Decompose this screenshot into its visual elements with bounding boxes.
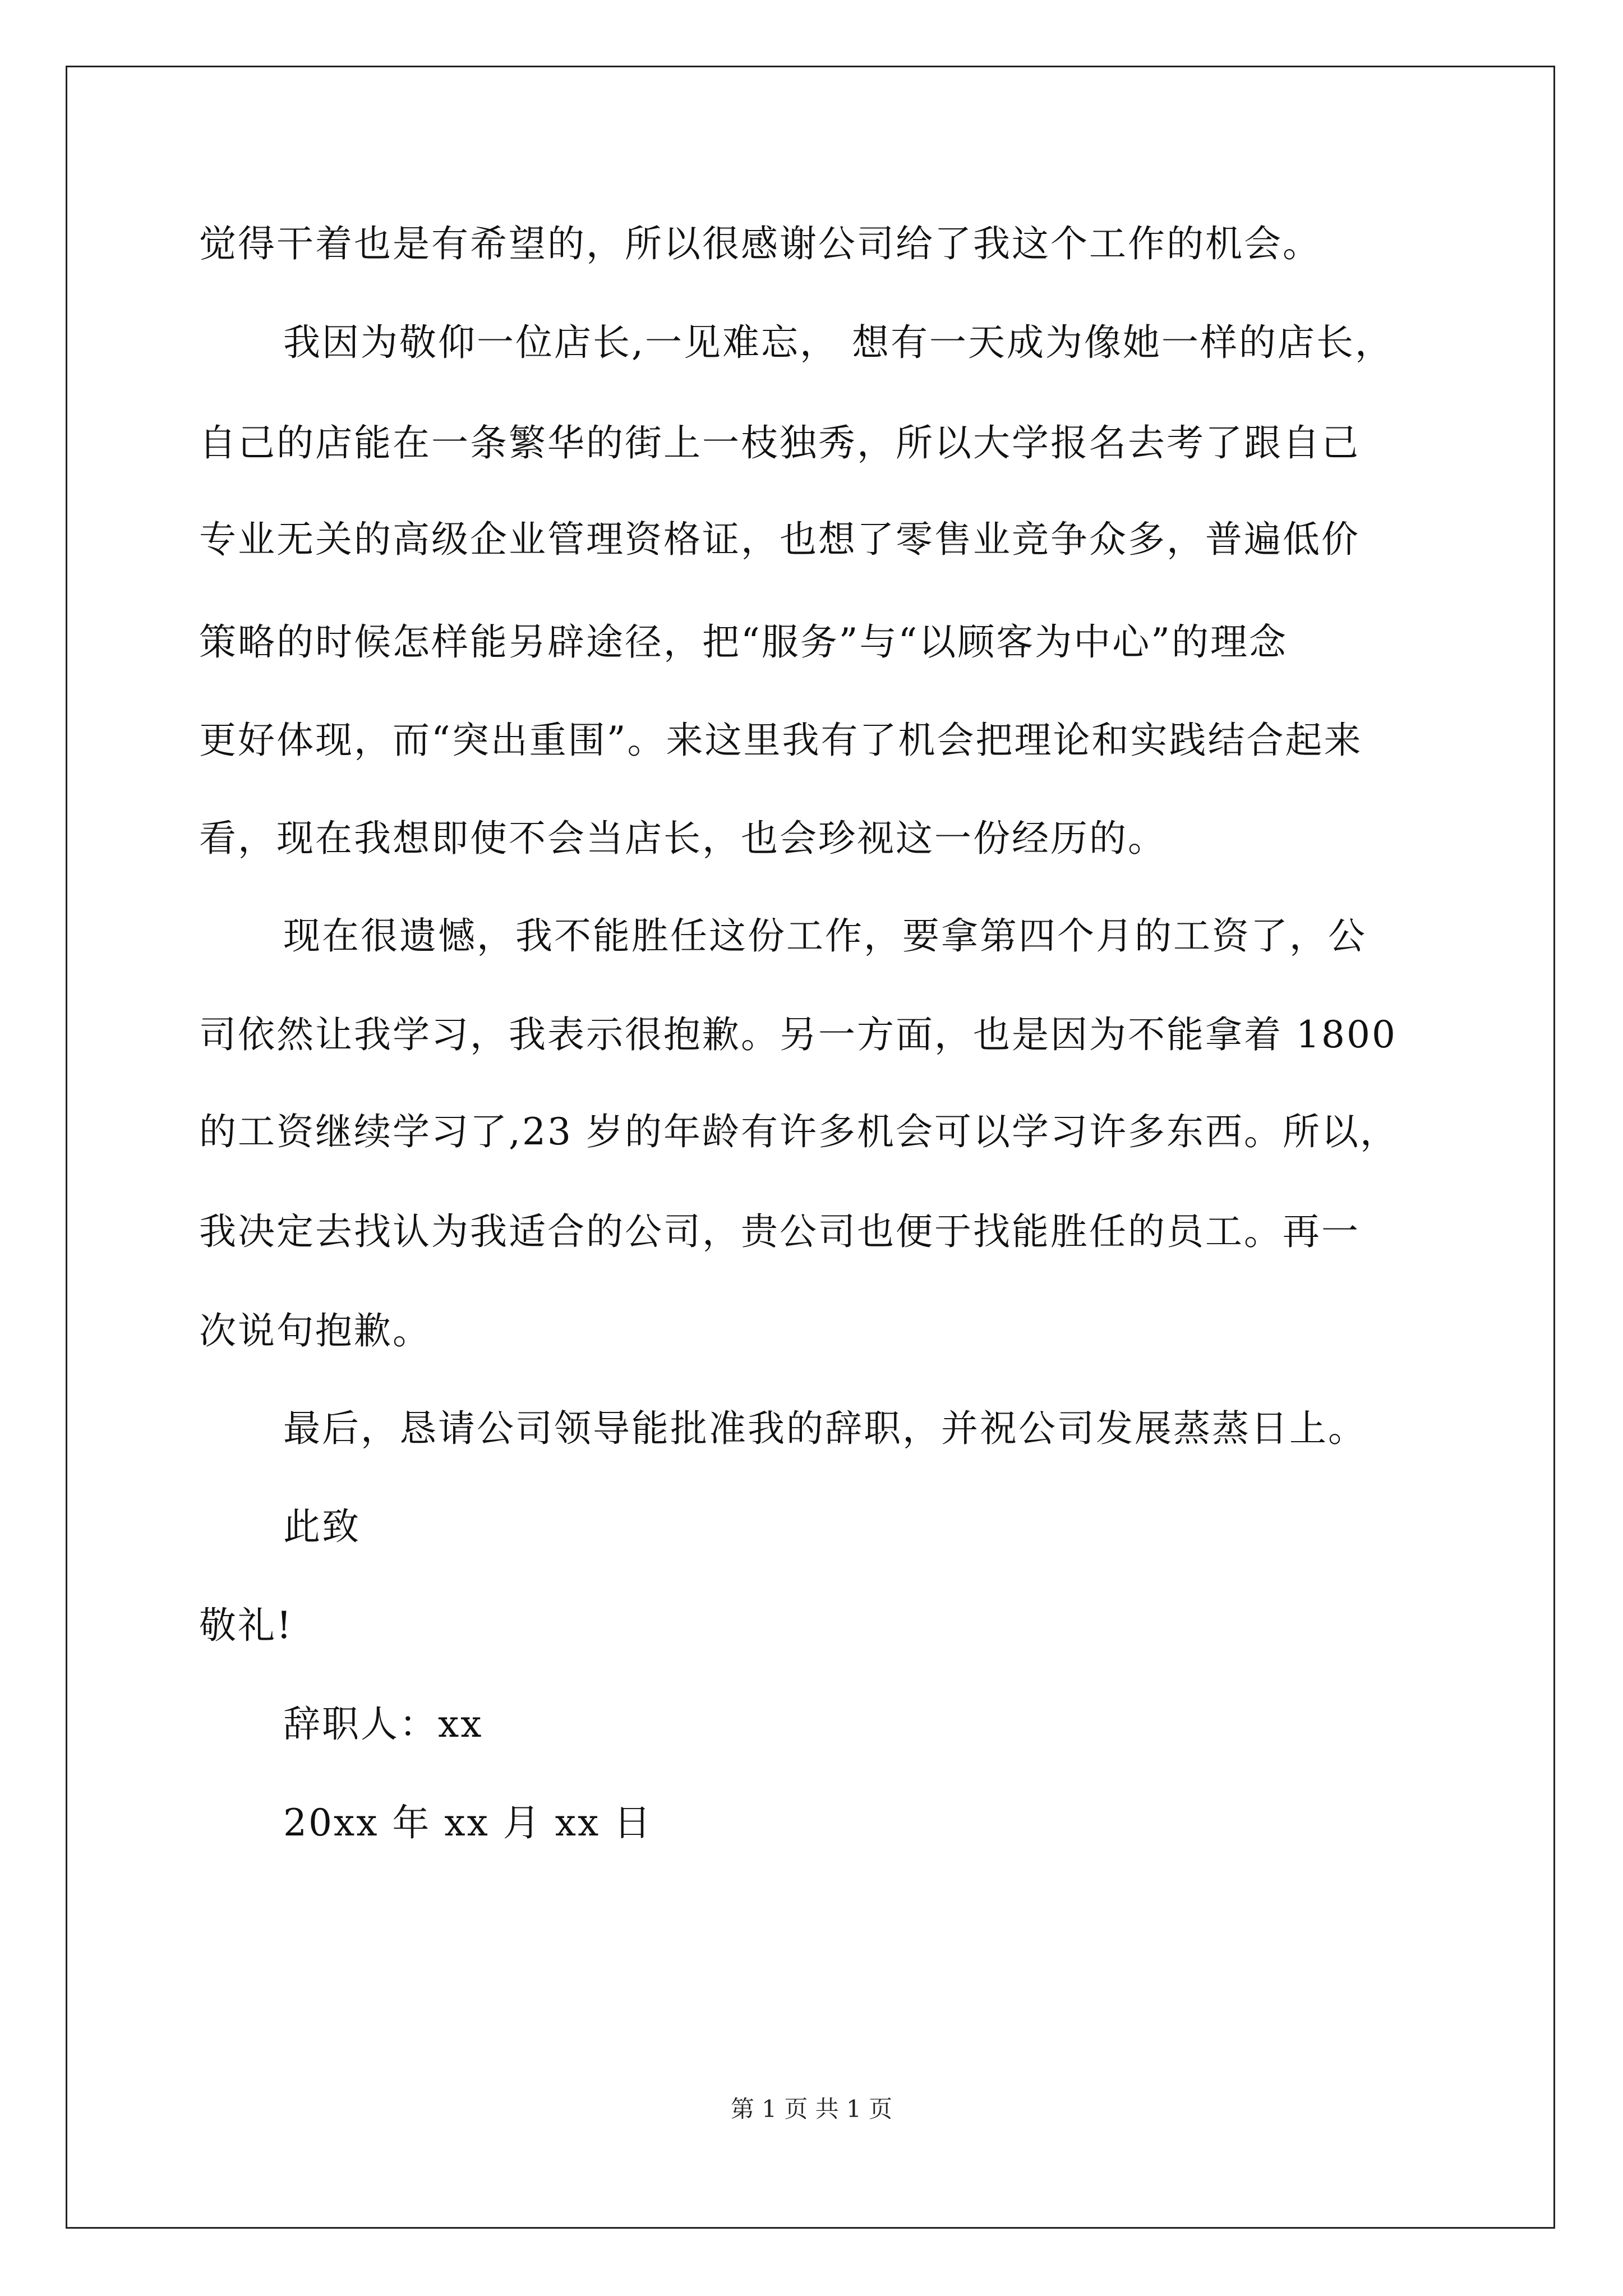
body-line-10: 的工资继续学习了,23 岁的年龄有许多机会可以学习许多东西。所以， (199, 1110, 1399, 1153)
date-line: 20xx 年 xx 月 xx 日 (283, 1801, 653, 1844)
body-line-4: 专业无关的高级企业管理资格证，也想了零售业竞争众多，普遍低价 (199, 518, 1360, 561)
body-line-6: 更好体现，而“突出重围”。来这里我有了机会把理论和实践结合起来 (199, 719, 1363, 762)
closing-salutation: 此致 (283, 1505, 361, 1548)
body-line-3: 自己的店能在一条繁华的街上一枝独秀，所以大学报名去考了跟自己 (199, 421, 1360, 464)
body-line-7: 看，现在我想即使不会当店长，也会珍视这一份经历的。 (199, 817, 1166, 860)
body-line-2: 我因为敬仰一位店长,一见难忘， 想有一天成为像她一样的店长， (283, 321, 1394, 364)
body-line-9: 司依然让我学习，我表示很抱歉。另一方面，也是因为不能拿着 1800 (199, 1013, 1397, 1056)
body-line-13: 最后，恳请公司领导能批准我的辞职，并祝公司发展蒸蒸日上。 (283, 1407, 1367, 1450)
body-line-12: 次说句抱歉。 (199, 1309, 431, 1352)
body-line-1: 觉得干着也是有希望的，所以很感谢公司给了我这个工作的机会。 (199, 222, 1321, 265)
page-number-footer: 第 1 页 共 1 页 (730, 2095, 893, 2123)
body-line-11: 我决定去找认为我适合的公司，贵公司也便于找能胜任的员工。再一 (199, 1210, 1360, 1253)
body-line-8: 现在很遗憾，我不能胜任这份工作，要拿第四个月的工资了，公 (283, 914, 1367, 958)
body-line-5: 策略的时候怎样能另辟途径，把“服务”与“以顾客为中心”的理念 (199, 620, 1288, 664)
signature-line: 辞职人：xx (283, 1703, 483, 1746)
closing-regards: 敬礼! (199, 1604, 293, 1647)
